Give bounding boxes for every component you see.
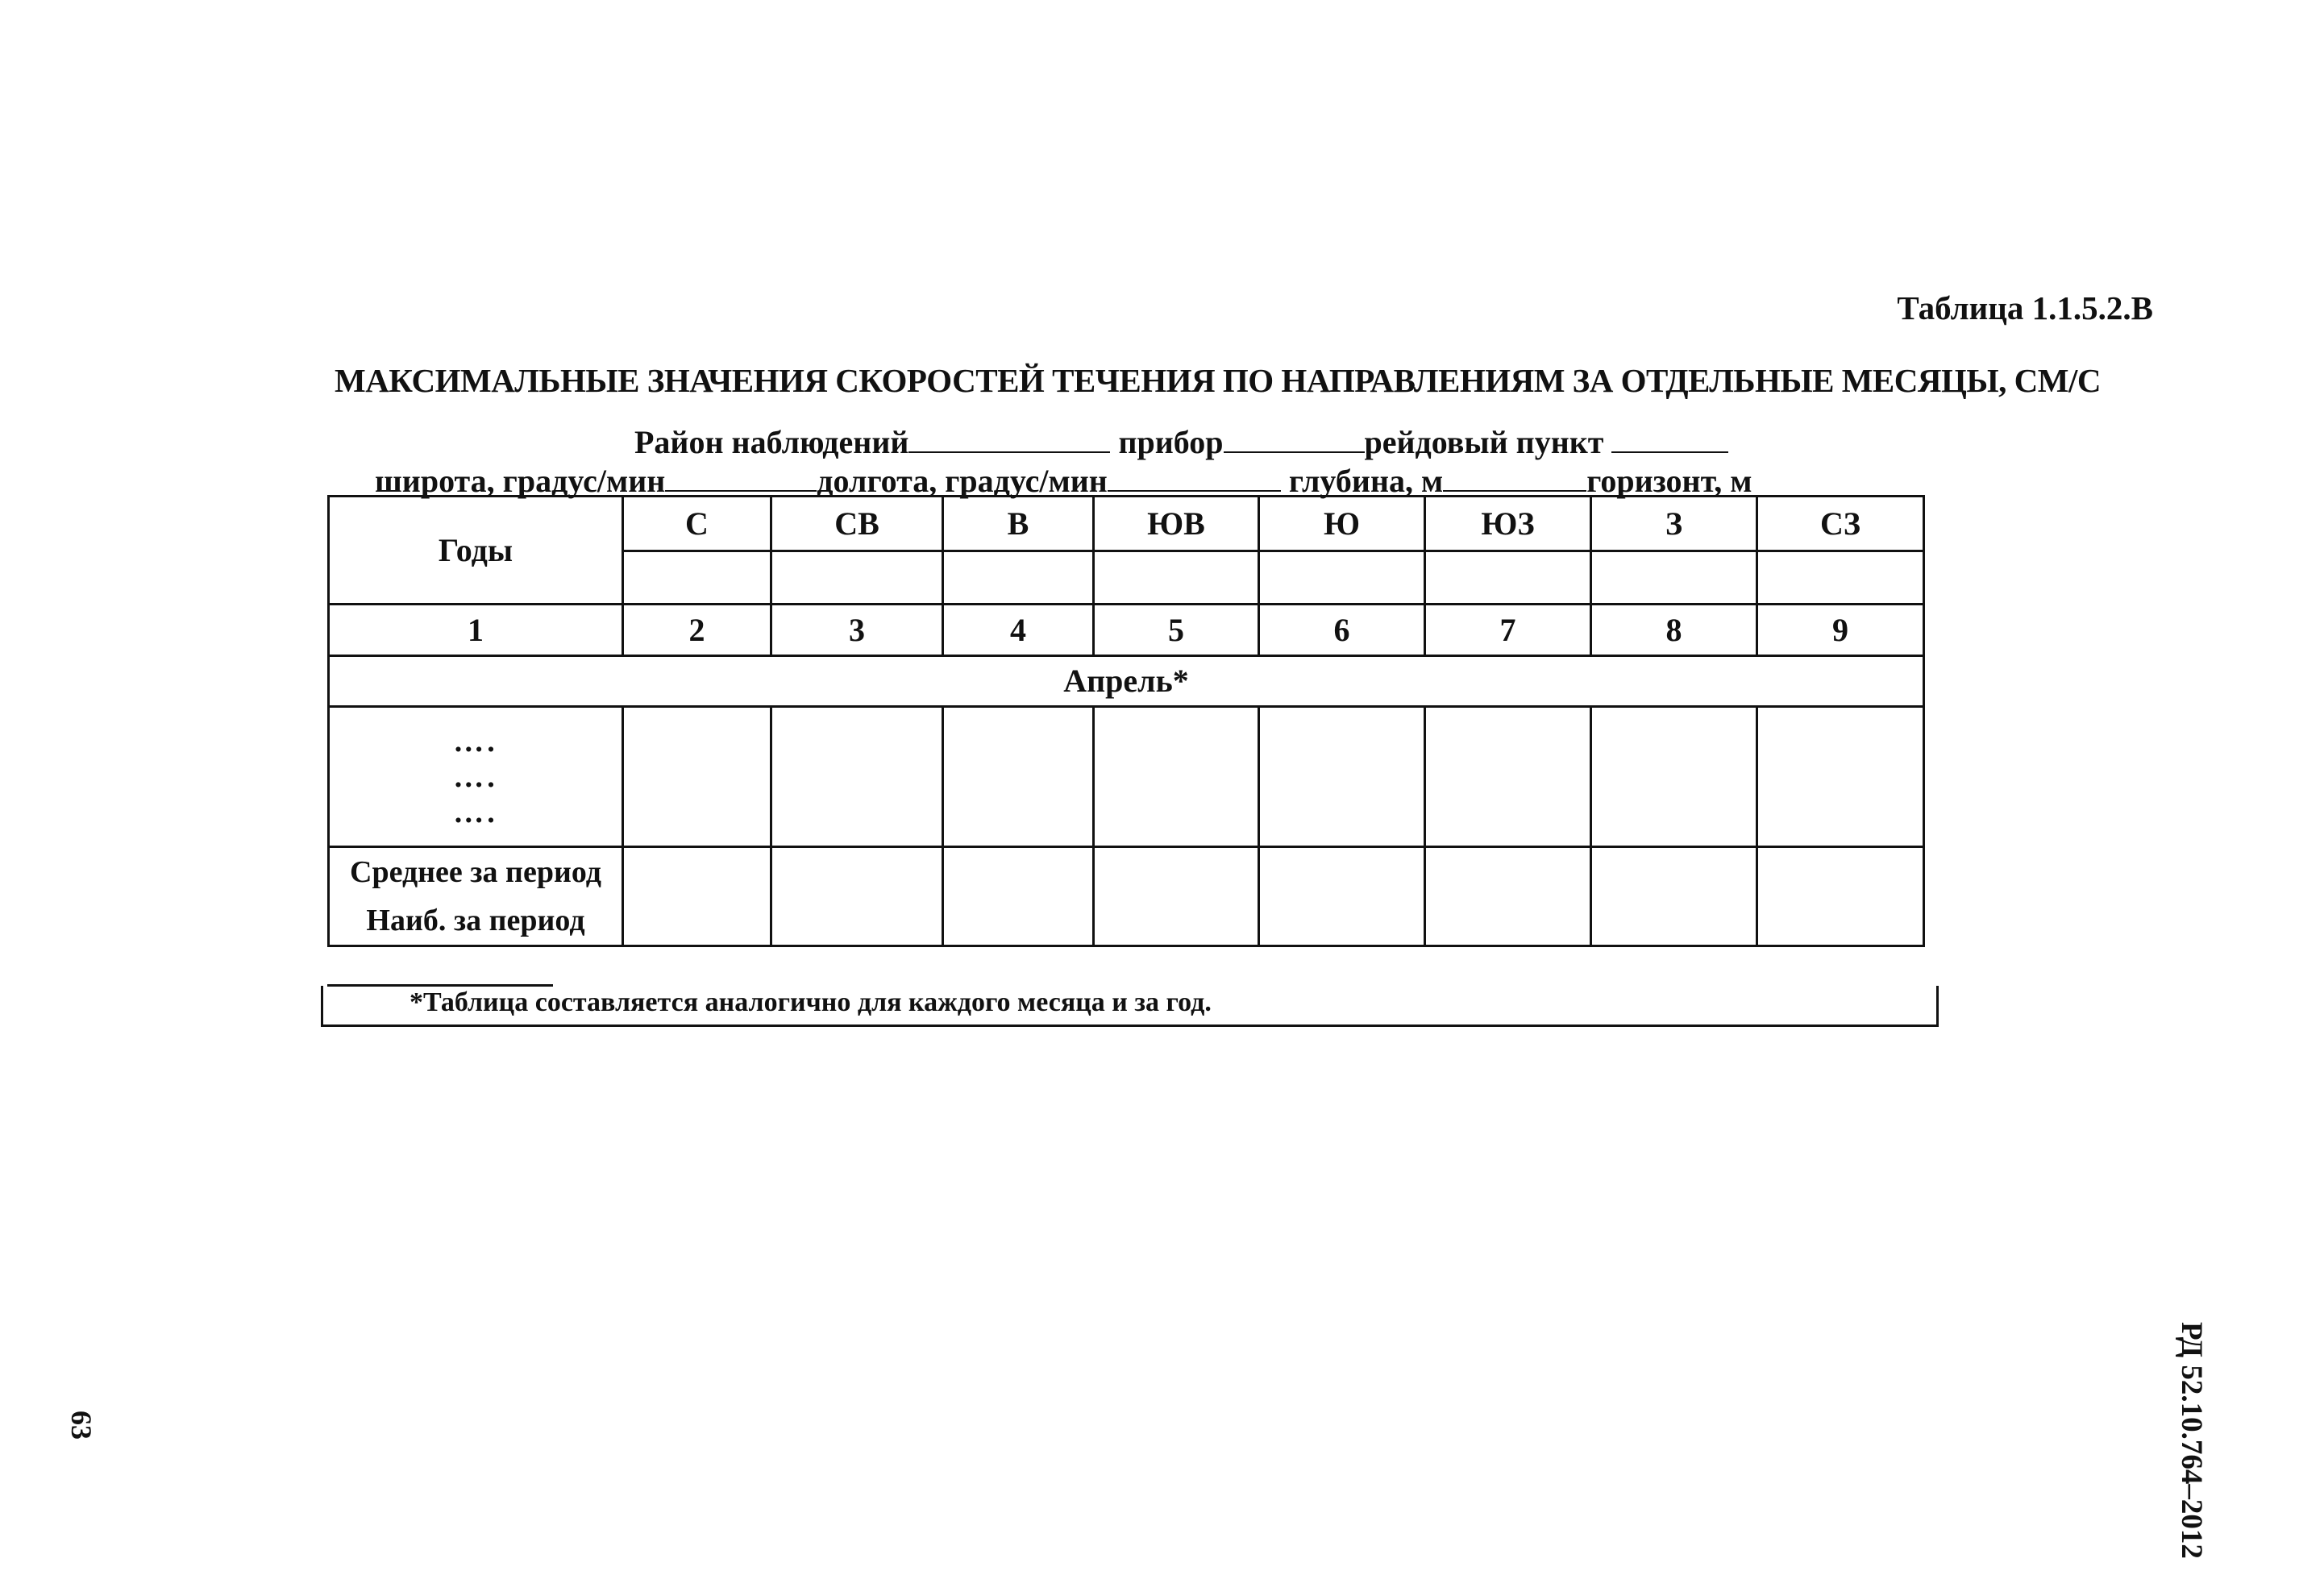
direction-header: В xyxy=(943,497,1094,551)
ellipsis: …. xyxy=(453,724,498,758)
month-row xyxy=(329,656,1924,707)
horizon-label: горизонт, м xyxy=(1586,463,1752,499)
empty-cell xyxy=(1757,551,1924,605)
area-label: Район наблюдений xyxy=(634,424,909,460)
summary-row xyxy=(329,847,1924,946)
empty-cell xyxy=(1094,707,1259,847)
latitude-label: широта, градус/мин xyxy=(375,463,666,499)
column-number: 3 xyxy=(771,605,943,656)
depth-blank xyxy=(1443,466,1586,492)
column-number-row xyxy=(329,605,1924,656)
ellipsis: …. xyxy=(453,795,498,829)
document-code-text: РД 52.10.764–2012 xyxy=(2175,1322,2208,1559)
data-row-placeholder xyxy=(329,707,1924,847)
empty-cell xyxy=(1591,847,1757,946)
column-number: 8 xyxy=(1591,605,1757,656)
table-title: МАКСИМАЛЬНЫЕ ЗНАЧЕНИЯ СКОРОСТЕЙ ТЕЧЕНИЯ ПО НАПРАВЛЕНИЯМ ЗА ОТДЕЛЬНЫЕ МЕСЯЦЫ, СМ/С xyxy=(335,362,2101,399)
velocity-table xyxy=(327,495,1925,947)
column-number: 5 xyxy=(1094,605,1259,656)
meta-line-2 xyxy=(375,462,1752,500)
empty-cell xyxy=(943,707,1094,847)
direction-header: З xyxy=(1591,497,1757,551)
page-number-text: 63 xyxy=(65,1411,98,1440)
depth-label: глубина, м xyxy=(1288,463,1444,499)
empty-cell xyxy=(1259,847,1425,946)
empty-cell xyxy=(771,707,943,847)
empty-cell xyxy=(1094,847,1259,946)
direction-header-row xyxy=(329,497,1924,551)
empty-cell xyxy=(1259,707,1425,847)
empty-cell xyxy=(943,847,1094,946)
column-number: 6 xyxy=(1259,605,1425,656)
empty-cell xyxy=(1591,551,1757,605)
empty-cell xyxy=(623,707,771,847)
footnote-text: *Таблица составляется аналогично для каждого месяца и за год. xyxy=(410,987,1212,1017)
direction-header: СЗ xyxy=(1757,497,1924,551)
instrument-blank xyxy=(1224,427,1365,453)
mean-label: Среднее за период xyxy=(350,855,601,889)
empty-cell xyxy=(623,551,771,605)
empty-cell xyxy=(1425,707,1591,847)
roadstead-label: рейдовый пункт xyxy=(1364,424,1604,460)
direction-header: Ю xyxy=(1259,497,1425,551)
area-blank xyxy=(908,427,1110,453)
longitude-label: долгота, градус/мин xyxy=(817,463,1108,499)
column-number: 9 xyxy=(1757,605,1924,656)
empty-cell xyxy=(771,847,943,946)
direction-header: ЮЗ xyxy=(1425,497,1591,551)
max-label: Наиб. за период xyxy=(366,904,585,937)
empty-cell xyxy=(1757,847,1924,946)
instrument-label: прибор xyxy=(1118,424,1224,460)
table-number: Таблица 1.1.5.2.В xyxy=(1897,289,2153,326)
empty-cell xyxy=(623,847,771,946)
empty-cell xyxy=(1259,551,1425,605)
meta-line-1 xyxy=(634,423,1728,461)
column-number: 2 xyxy=(623,605,771,656)
empty-cell xyxy=(1425,847,1591,946)
longitude-blank xyxy=(1108,466,1281,492)
column-number: 1 xyxy=(329,605,623,656)
column-number: 4 xyxy=(943,605,1094,656)
direction-header: ЮВ xyxy=(1094,497,1259,551)
empty-cell xyxy=(943,551,1094,605)
empty-cell xyxy=(1591,707,1757,847)
years-header: Годы xyxy=(329,497,623,605)
direction-header: С xyxy=(623,497,771,551)
ellipsis: …. xyxy=(453,759,498,794)
empty-cell xyxy=(1094,551,1259,605)
column-number: 7 xyxy=(1425,605,1591,656)
direction-header: СВ xyxy=(771,497,943,551)
empty-cell xyxy=(1757,707,1924,847)
years-ellipsis-cell xyxy=(329,707,623,847)
empty-cell xyxy=(771,551,943,605)
latitude-blank xyxy=(665,466,817,492)
roadstead-blank xyxy=(1611,427,1728,453)
empty-cell xyxy=(1425,551,1591,605)
summary-labels-cell xyxy=(329,847,623,946)
month-label: Апрель* xyxy=(329,656,1924,707)
